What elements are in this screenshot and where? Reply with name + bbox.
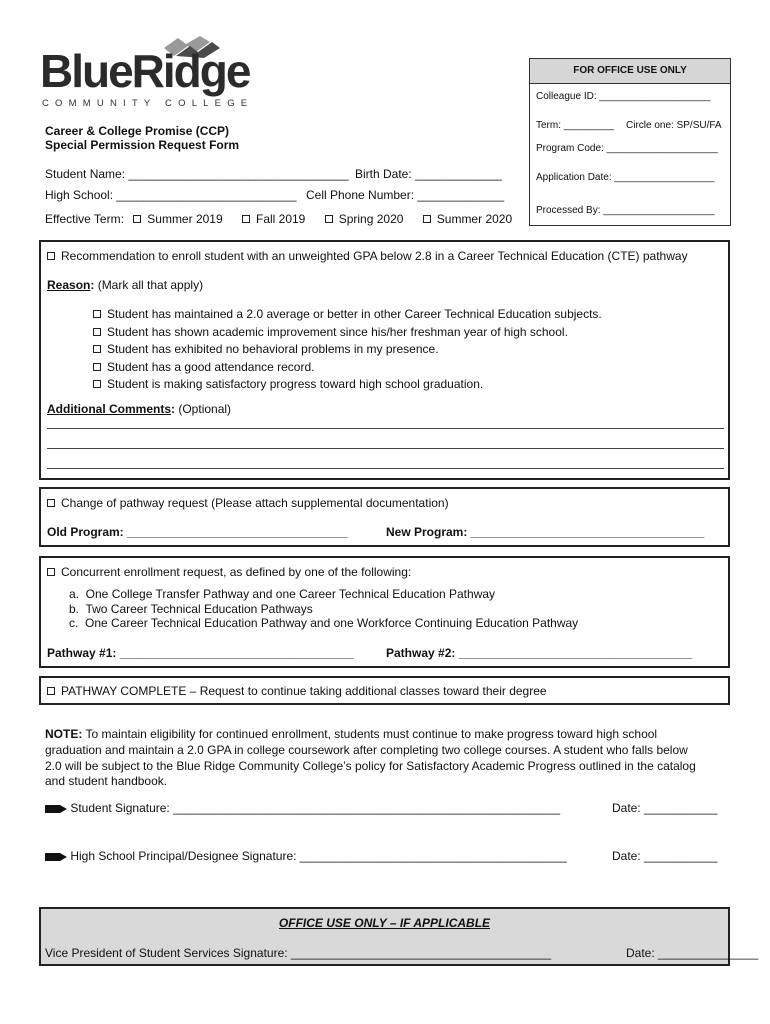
checkbox-icon[interactable] [325, 215, 333, 223]
reason-item[interactable]: Student has maintained a 2.0 average or better in other Career Technical Education subjects. [93, 306, 602, 324]
principal-signature-field[interactable]: High School Principal/Designee Signature: ________________________________________ [70, 849, 567, 863]
note-line4: and student handbook. [45, 774, 168, 789]
office-use-bottom-title: OFFICE USE ONLY – IF APPLICABLE [278, 916, 491, 930]
birth-date-field[interactable]: Birth Date: _____________ [355, 167, 502, 181]
term-option-summer-2020[interactable]: Summer 2020 [423, 212, 512, 226]
concurrent-enrollment-section [39, 556, 730, 668]
note-line1: To maintain eligibility for continued enrollment, students must continue to make progress toward high school [82, 727, 658, 741]
reason-item[interactable]: Student has shown academic improvement since his/her freshman year of high school. [93, 324, 602, 342]
gpa-recommendation-section [39, 240, 730, 480]
concurrent-option: b. Two Career Technical Education Pathways [69, 601, 313, 616]
note-line3: 2.0 will be subject to the Blue Ridge Community College’s policy for Satisfactory Academic Progress outlined in the catalog [45, 758, 696, 773]
vp-signature-field[interactable]: Vice President of Student Services Signature: _______________________________________ [45, 946, 552, 960]
comments-note: (Optional) [175, 402, 232, 416]
effective-term-label: Effective Term: [45, 212, 124, 226]
comment-line[interactable] [47, 468, 724, 469]
reason-list [93, 306, 602, 394]
circle-one-field[interactable]: Circle one: SP/SU/FA [626, 120, 722, 131]
pathway-complete-heading[interactable]: PATHWAY COMPLETE – Request to continue taking additional classes toward their degree [47, 684, 547, 698]
comment-line[interactable] [47, 448, 724, 449]
eligibility-note [45, 727, 696, 790]
comments-label: Additional Comments [47, 402, 172, 416]
term-option-fall-2019[interactable]: Fall 2019 [242, 212, 305, 226]
form-title-line2: Special Permission Request Form [45, 138, 240, 152]
form-title-line1: Career & College Promise (CCP) [45, 124, 230, 138]
reason-label: Reason [47, 278, 91, 292]
program-code-field[interactable]: Program Code: ____________________ [536, 143, 718, 154]
pathway-2-field[interactable]: Pathway #2: ___________________________________ [386, 646, 693, 660]
processed-by-field[interactable]: Processed By: ____________________ [536, 205, 715, 216]
note-line2: graduation and maintain a 2.0 GPA in college coursework after completing two college courses. A student who falls below [45, 742, 688, 757]
reason-label-row: Reason: (Mark all that apply) [47, 278, 204, 292]
logo-wordmark: BlueRidge [40, 45, 250, 97]
checkbox-icon[interactable] [242, 215, 250, 223]
student-name-field[interactable]: Student Name: _________________________________ [45, 167, 349, 181]
office-use-box [529, 58, 731, 226]
office-use-bottom-section [39, 907, 759, 966]
concurrent-options [69, 587, 578, 631]
checkbox-icon[interactable] [423, 215, 431, 223]
checkbox-icon[interactable] [93, 310, 101, 318]
checkbox-icon[interactable] [93, 380, 101, 388]
pathway-1-field[interactable]: Pathway #1: ___________________________________ [47, 646, 354, 660]
office-term-field[interactable]: Term: _________ [536, 120, 614, 131]
new-program-field[interactable]: New Program: ___________________________________ [386, 525, 705, 539]
student-signature-row[interactable] [45, 801, 560, 815]
comments-label-row: Additional Comments: (Optional) [47, 402, 232, 416]
cell-phone-field[interactable]: Cell Phone Number: _____________ [306, 188, 505, 202]
term-option-spring-2020[interactable]: Spring 2020 [325, 212, 404, 226]
checkbox-icon[interactable] [93, 363, 101, 371]
old-program-field[interactable]: Old Program: _________________________________ [47, 525, 348, 539]
checkbox-icon[interactable] [47, 252, 55, 260]
reason-item[interactable]: Student is making satisfactory progress toward high school graduation. [93, 376, 602, 394]
colleague-id-field[interactable]: Colleague ID: ____________________ [536, 91, 711, 102]
high-school-field[interactable]: High School: ___________________________ [45, 188, 297, 202]
pathway-complete-section [39, 676, 730, 705]
office-use-title: FOR OFFICE USE ONLY [530, 59, 730, 84]
principal-date-field[interactable]: Date: ___________ [612, 849, 718, 863]
reason-item[interactable]: Student has exhibited no behavioral problems in my presence. [93, 341, 602, 359]
change-pathway-heading[interactable]: Change of pathway request (Please attach supplemental documentation) [47, 496, 449, 510]
change-pathway-section [39, 487, 730, 547]
checkbox-icon[interactable] [47, 499, 55, 507]
effective-term-row [45, 212, 512, 226]
checkbox-icon[interactable] [47, 687, 55, 695]
arrow-pointer-icon [45, 852, 67, 862]
student-signature-field[interactable]: Student Signature: __________________________________________________________ [70, 801, 561, 815]
vp-date-field[interactable]: Date: _______________ [626, 946, 759, 960]
reason-item[interactable]: Student has a good attendance record. [93, 359, 602, 377]
note-label: NOTE: [45, 727, 83, 741]
checkbox-icon[interactable] [133, 215, 141, 223]
checkbox-icon[interactable] [93, 345, 101, 353]
checkbox-icon[interactable] [93, 328, 101, 336]
concurrent-enrollment-heading[interactable]: Concurrent enrollment request, as defined by one of the following: [47, 565, 411, 579]
term-option-summer-2019[interactable]: Summer 2019 [133, 212, 222, 226]
student-date-field[interactable]: Date: ___________ [612, 801, 718, 815]
arrow-pointer-icon [45, 804, 67, 814]
comment-line[interactable] [47, 428, 724, 429]
logo-subtitle: COMMUNITY COLLEGE [42, 98, 254, 109]
concurrent-option: a. One College Transfer Pathway and one Career Technical Education Pathway [69, 587, 496, 601]
concurrent-option: c. One Career Technical Education Pathway and one Workforce Continuing Education Pathway [69, 616, 579, 630]
checkbox-icon[interactable] [47, 568, 55, 576]
college-logo [40, 34, 285, 114]
application-date-field[interactable]: Application Date: __________________ [536, 172, 715, 183]
principal-signature-row[interactable] [45, 849, 567, 863]
gpa-recommendation-heading[interactable]: Recommendation to enroll student with an unweighted GPA below 2.8 in a Career Technical Education (CTE) pathway [47, 249, 688, 263]
reason-note: (Mark all that apply) [94, 278, 204, 292]
